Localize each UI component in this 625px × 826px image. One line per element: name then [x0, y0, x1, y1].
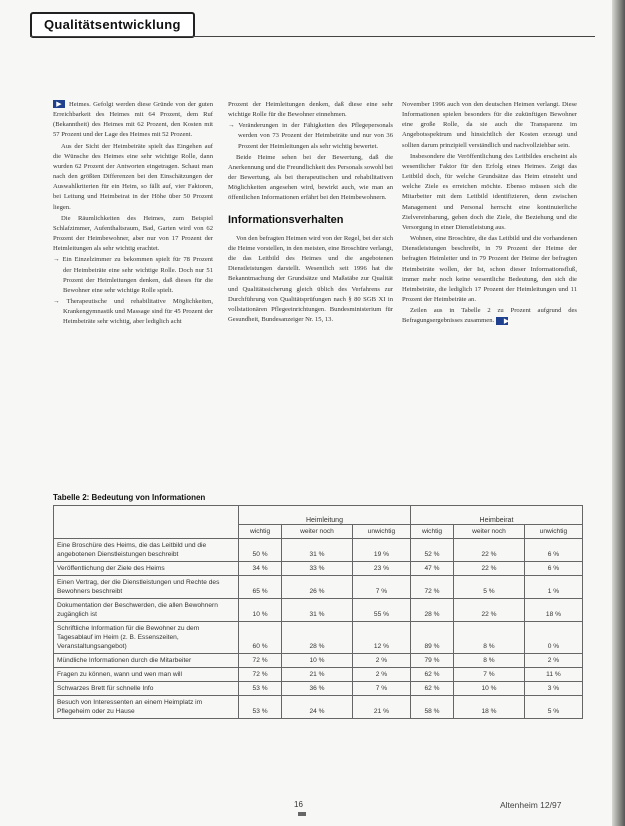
- table-cell: 7 %: [352, 682, 410, 696]
- table-cell: 19 %: [352, 539, 410, 562]
- paragraph-text: Heimes. Gefolgt werden diese Gründe von der guten Erreichbarkeit des Heimes mit 64 Prozent, dem Ruf (Bekanntheit) des Heimes mit 62 Prozent, den Kosten mit 57 Prozent und der Lage des Heimes mit 52 Prozent.: [53, 101, 213, 139]
- paragraph: November 1996 auch von den deutschen Heimen verlangt. Diese Informationen spielen besonders für die zukünftigen Bewohner eine große Rolle, da sie auch die Transparenz im Angebotsspektrum und hinsichtlich der Kosten erzeugt und sollten darum prinzipiell verständlich und nachvollziehbar sein.: [402, 101, 577, 149]
- table-cell: 65 %: [239, 576, 282, 599]
- table-cell: 10 %: [454, 682, 525, 696]
- table-cell: 58 %: [410, 696, 453, 719]
- table-corner: [54, 506, 239, 539]
- bullet-text: Ein Einzelzimmer zu bekommen spielt für 78 Prozent der Heimbeiräte eine sehr wichtige Rolle. Doch nur 51 Prozent der Heimleitungen denken, daß dieses für die Bewohner eine sehr wichtige Rolle spielt.: [62, 256, 213, 294]
- continue-marker-icon: ▶: [53, 100, 65, 108]
- bullet-item: → Ein Einzelzimmer zu bekommen spielt für 78 Prozent der Heimbeiräte eine sehr wichtige Rolle. Doch nur 51 Prozent der Heimleitungen denken, daß dieses für die Bewohner eine sehr wichtige Rolle spielt.: [53, 256, 213, 294]
- table-cell: 55 %: [352, 599, 410, 622]
- group-header-heimbeirat: Heimbeirat: [410, 506, 582, 525]
- row-label: Einen Vertrag, der die Dienstleistungen und Rechte des Bewohners beschreibt: [54, 576, 239, 599]
- book-spine-shadow: [612, 0, 625, 826]
- table-cell: 10 %: [239, 599, 282, 622]
- column-header: unwichtig: [524, 525, 582, 539]
- table-cell: 2 %: [352, 668, 410, 682]
- continue-arrow-icon: ▶: [496, 317, 508, 325]
- table-row: [54, 668, 583, 682]
- table-cell: 62 %: [410, 682, 453, 696]
- section-heading: Informationsverhalten: [228, 213, 344, 226]
- paragraph: Von den befragten Heimen wird von der Regel, bei der sich die Heime vorstellen, in den meisten, eine Broschüre verlangt, die das Leitbild des Heimes und die angebotenen Dienstleistungen darstellt. Wesentlich seit 1996 hat die Bekanntmachung der Grundsätze und Maßstäbe zur Qualität und Qualitätssicherung gleich üblich des Verfahrens zur Durchführung von Qualitätsprüfungen nach § 80 SGB XI in vollstationären Pflegeeinrichtungen. Bundesministerium für Gesundheit, Bundesanzeiger Nr. 15, 13.: [228, 234, 393, 323]
- table-cell: 0 %: [524, 622, 582, 654]
- paragraph: Insbesondere die Veröffentlichung des Leitbildes erscheint als wesentlicher Faktor für den Erfolg eines Heimes. Zeigt das Leitbild doch, für welche Grundsätze das Heim einsteht und welche Ziele es erreichen möchte. Ebenso müssen sich die Mitarbeiter mit dem Leitbild identifizieren, denn zwischen Management und Personal herrscht eine kontinuierliche Zielvereinbarung, gehen doch die Ziele, die Beziehung und die Versorgung in einer Dienstleistung aus.: [402, 152, 577, 231]
- table-cell: 60 %: [239, 622, 282, 654]
- table-caption: Tabelle 2: Bedeutung von Informationen: [53, 493, 206, 502]
- table-row: [54, 622, 583, 654]
- table-cell: 89 %: [410, 622, 453, 654]
- table-cell: 22 %: [454, 599, 525, 622]
- paragraph: Prozent der Heimleitungen denken, daß diese eine sehr wichtige Rolle für die Bewohner einnehmen.: [228, 101, 393, 119]
- row-label: Schwarzes Brett für schnelle Info: [54, 682, 239, 696]
- table-cell: 5 %: [524, 696, 582, 719]
- paragraph-text: Zeilen aus in Tabelle 2 zu Prozent aufgrund des Befragungsergebnisses zusammen.: [402, 307, 577, 325]
- table-cell: 47 %: [410, 562, 453, 576]
- table-row: [54, 696, 583, 719]
- table-cell: 72 %: [239, 654, 282, 668]
- information-table: [53, 505, 583, 719]
- table-cell: 22 %: [454, 562, 525, 576]
- section-label: Qualitätsentwicklung: [30, 12, 195, 38]
- table-cell: 34 %: [239, 562, 282, 576]
- section-rule: [30, 36, 595, 37]
- row-label: Schriftliche Information für die Bewohner zu dem Tagesablauf im Heim (z. B. Essenszeiten, Veranstaltungsangebot): [54, 622, 239, 654]
- table-cell: 72 %: [239, 668, 282, 682]
- table-cell: 12 %: [352, 622, 410, 654]
- table-cell: 53 %: [239, 696, 282, 719]
- table-cell: 6 %: [524, 562, 582, 576]
- table-cell: 62 %: [410, 668, 453, 682]
- group-header-heimleitung: Heimleitung: [239, 506, 411, 525]
- column-header: unwichtig: [352, 525, 410, 539]
- column-header: wichtig: [410, 525, 453, 539]
- table-cell: 8 %: [454, 622, 525, 654]
- bullet-item: → Therapeutische und rehabilitative Möglichkeiten, Krankengymnastik und Massage sind für 45 Prozent der Heimbeiräte sehr wichtig, aber lediglich acht: [53, 297, 213, 326]
- paragraph: Wohnen, eine Broschüre, die das Leitbild und die vorhandenen Dienstleistungen beschreibt, in 79 Prozent der Heime der befragten Heimleiter und in 79 Prozent der Heime der befragten Heimbeiräte wollen, der Ist, schon dieser Informationsfluß, immer mehr noch keine wesentliche Bedeutung, den sich die Heimbeiräte, die lediglich 17 Prozent der Heimleitungen und 11 Prozent der Heimbeiräte an.: [402, 235, 577, 303]
- row-label: Besuch von Interessenten an einem Heimplatz im Pflegeheim oder zu Hause: [54, 696, 239, 719]
- paragraph: Beide Heime sehen bei der Bewertung, daß die Anerkennung und die Freundlichkeit des Personals sowohl bei der Bewertung, als bei therapeutischen und rehabilitativen Möglichkeiten angesehen wird, bewirkt auch, wie man an öffentlichen Informationen erfährt bei den Heimbewohnern.: [228, 153, 393, 202]
- magazine-name: Altenheim 12/97: [500, 800, 562, 810]
- row-label: Dokumentation der Beschwerden, die allen Bewohnern zugänglich ist: [54, 599, 239, 622]
- page-number: 16: [294, 800, 303, 809]
- table-cell: 79 %: [410, 654, 453, 668]
- table-cell: 26 %: [282, 576, 353, 599]
- table-row: [54, 576, 583, 599]
- table-cell: 11 %: [524, 668, 582, 682]
- table-cell: 24 %: [282, 696, 353, 719]
- bullet-item: → Veränderungen in der Fähigkeiten des Pflegepersonals werden von 73 Prozent der Heimbeiräte und nur von 36 Prozent der Heimleitungen als sehr wichtig bewertet.: [228, 122, 393, 150]
- column-header: weiter noch: [454, 525, 525, 539]
- table-cell: 28 %: [282, 622, 353, 654]
- table-cell: 3 %: [524, 682, 582, 696]
- text-column-3: [402, 100, 577, 327]
- row-label: Fragen zu können, wann und wen man will: [54, 668, 239, 682]
- row-label: Mündliche Informationen durch die Mitarbeiter: [54, 654, 239, 668]
- table-cell: 21 %: [352, 696, 410, 719]
- table-cell: 23 %: [352, 562, 410, 576]
- table-cell: 18 %: [454, 696, 525, 719]
- paragraph: [53, 100, 213, 141]
- table-cell: 50 %: [239, 539, 282, 562]
- table-row: [54, 562, 583, 576]
- table-cell: 36 %: [282, 682, 353, 696]
- table-cell: 31 %: [282, 599, 353, 622]
- table-cell: 10 %: [282, 654, 353, 668]
- table-cell: 1 %: [524, 576, 582, 599]
- table-cell: 31 %: [282, 539, 353, 562]
- table-cell: 22 %: [454, 539, 525, 562]
- table-cell: 52 %: [410, 539, 453, 562]
- table-cell: 28 %: [410, 599, 453, 622]
- table-cell: 18 %: [524, 599, 582, 622]
- column-header: weiter noch: [282, 525, 353, 539]
- table-cell: 21 %: [282, 668, 353, 682]
- table-cell: 6 %: [524, 539, 582, 562]
- table-cell: 7 %: [454, 668, 525, 682]
- table-cell: 33 %: [282, 562, 353, 576]
- table-cell: 5 %: [454, 576, 525, 599]
- text-column-1: [53, 100, 213, 328]
- table-cell: 2 %: [352, 654, 410, 668]
- column-header: wichtig: [239, 525, 282, 539]
- table-row: [54, 539, 583, 562]
- table-cell: 8 %: [454, 654, 525, 668]
- table-row: [54, 654, 583, 668]
- table-cell: 72 %: [410, 576, 453, 599]
- table-cell: 2 %: [524, 654, 582, 668]
- paragraph: [402, 306, 577, 326]
- text-column-2: [228, 100, 393, 326]
- paragraph: Aus der Sicht der Heimbeiräte spielt das Eingehen auf die Wünsche des Heimes eine sehr wichtige Rolle, dann wurden 62 Prozent der Antworten eingetragen. Schaut man nach den größten Differenzen bei den Einschätzungen der Auswahlkriterien für ein Heim, so fällt auf, vier Faktoren, bei Leitung und Heimbeirat in der Höhe über 50 Prozent liegen.: [53, 142, 213, 211]
- row-label: Veröffentlichung der Ziele des Heims: [54, 562, 239, 576]
- table-row: [54, 599, 583, 622]
- bullet-text: Therapeutische und rehabilitative Möglichkeiten, Krankengymnastik und Massage sind für 45 Prozent der Heimbeiräte sehr wichtig, aber lediglich acht: [63, 297, 213, 326]
- paragraph: Die Räumlichkeiten des Heimes, zum Beispiel Schlafzimmer, Aufenthaltsraum, Bad, Garten wird von 62 Prozent der Heimbewohner, aber nur von 17 Prozent der Heimleitungen als sehr wichtig erachtet.: [53, 214, 213, 253]
- page-marker: [298, 812, 306, 816]
- table-cell: 7 %: [352, 576, 410, 599]
- table-row: [54, 682, 583, 696]
- bullet-text: Veränderungen in der Fähigkeiten des Pflegepersonals werden von 73 Prozent der Heimbeiräte und nur von 36 Prozent der Heimleitungen als sehr wichtig bewertet.: [238, 122, 393, 150]
- table-cell: 53 %: [239, 682, 282, 696]
- row-label: Eine Broschüre des Heims, die das Leitbild und die angebotenen Dienstleistungen beschreibt: [54, 539, 239, 562]
